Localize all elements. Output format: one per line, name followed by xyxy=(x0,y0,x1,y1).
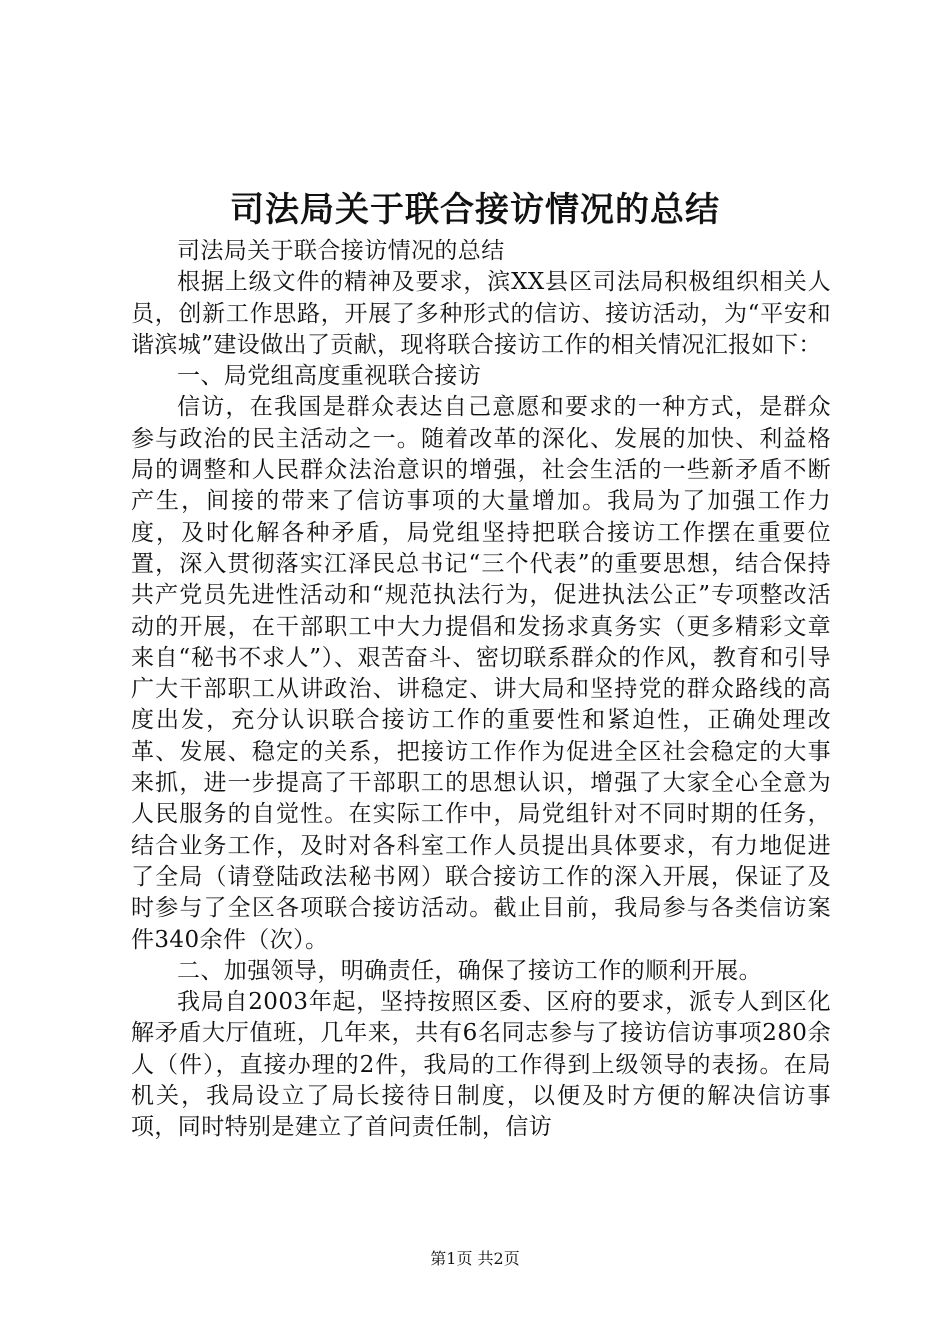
section-heading-2: 二、加强领导，明确责任，确保了接访工作的顺利开展。 xyxy=(177,957,762,984)
page-number-footer: 第1页 共2页 xyxy=(430,1249,520,1268)
body-paragraph-subtitle: 司法局关于联合接访情况的总结 xyxy=(177,238,505,264)
document-body xyxy=(131,236,831,1144)
section-heading-1: 一、局党组高度重视联合接访 xyxy=(177,363,482,390)
body-paragraph-section-2: 我局自2003年起，坚持按照区委、区府的要求，派专人到区化解矛盾大厅值班，几年来，共有6名同志参与了接访信访事项280余人（件），直接办理的2件，我局的工作得到上级领导的表扬。在局机关，我局设立了局长接待日制度，以便及时方便的解决信访事项，同时特别是建立了首问责任制，信访 xyxy=(131,989,831,1141)
document-title: 司法局关于联合接访情况的总结 xyxy=(230,190,720,230)
body-paragraph-section-1: 信访，在我国是群众表达自己意愿和要求的一种方式，是群众参与政治的民主活动之一。随着改革的深化、发展的加快、利益格局的调整和人民群众法治意识的增强，社会生活的一些新矛盾不断产生，间接的带来了信访事项的大量增加。我局为了加强工作力度，及时化解各种矛盾，局党组坚持把联合接访工作摆在重要位置，深入贯彻落实江泽民总书记“三个代表”的重要思想，结合保持共产党员先进性活动和“规范执法行为，促进执法公正”专项整改活动的开展，在干部职工中大力提倡和发扬求真务实（更多精彩文章来自“秘书不求人”）、艰苦奋斗、密切联系群众的作风，教育和引导广大干部职工从讲政治、讲稳定、讲大局和坚持党的群众路线的高度出发，充分认识联合接访工作的重要性和紧迫性，正确处理改革、发展、稳定的关系，把接访工作作为促进全区社会稳定的大事来抓，进一步提高了干部职工的思想认识，增强了大家全心全意为人民服务的自觉性。在实际工作中，局党组针对不同时期的任务，结合业务工作，及时对各科室工作人员提出具体要求，有力地促进了全局（请登陆政法秘书网）联合接访工作的深入开展，保证了及时参与了全区各项联合接访活动。截止目前，我局参与各类信访案件340余件（次）。 xyxy=(131,394,831,953)
body-paragraph-intro: 根据上级文件的精神及要求，滨XX县区司法局积极组织相关人员，创新工作思路，开展了多种形式的信访、接访活动，为“平安和谐滨城”建设做出了贡献，现将联合接访工作的相关情况汇报如下： xyxy=(131,269,831,358)
